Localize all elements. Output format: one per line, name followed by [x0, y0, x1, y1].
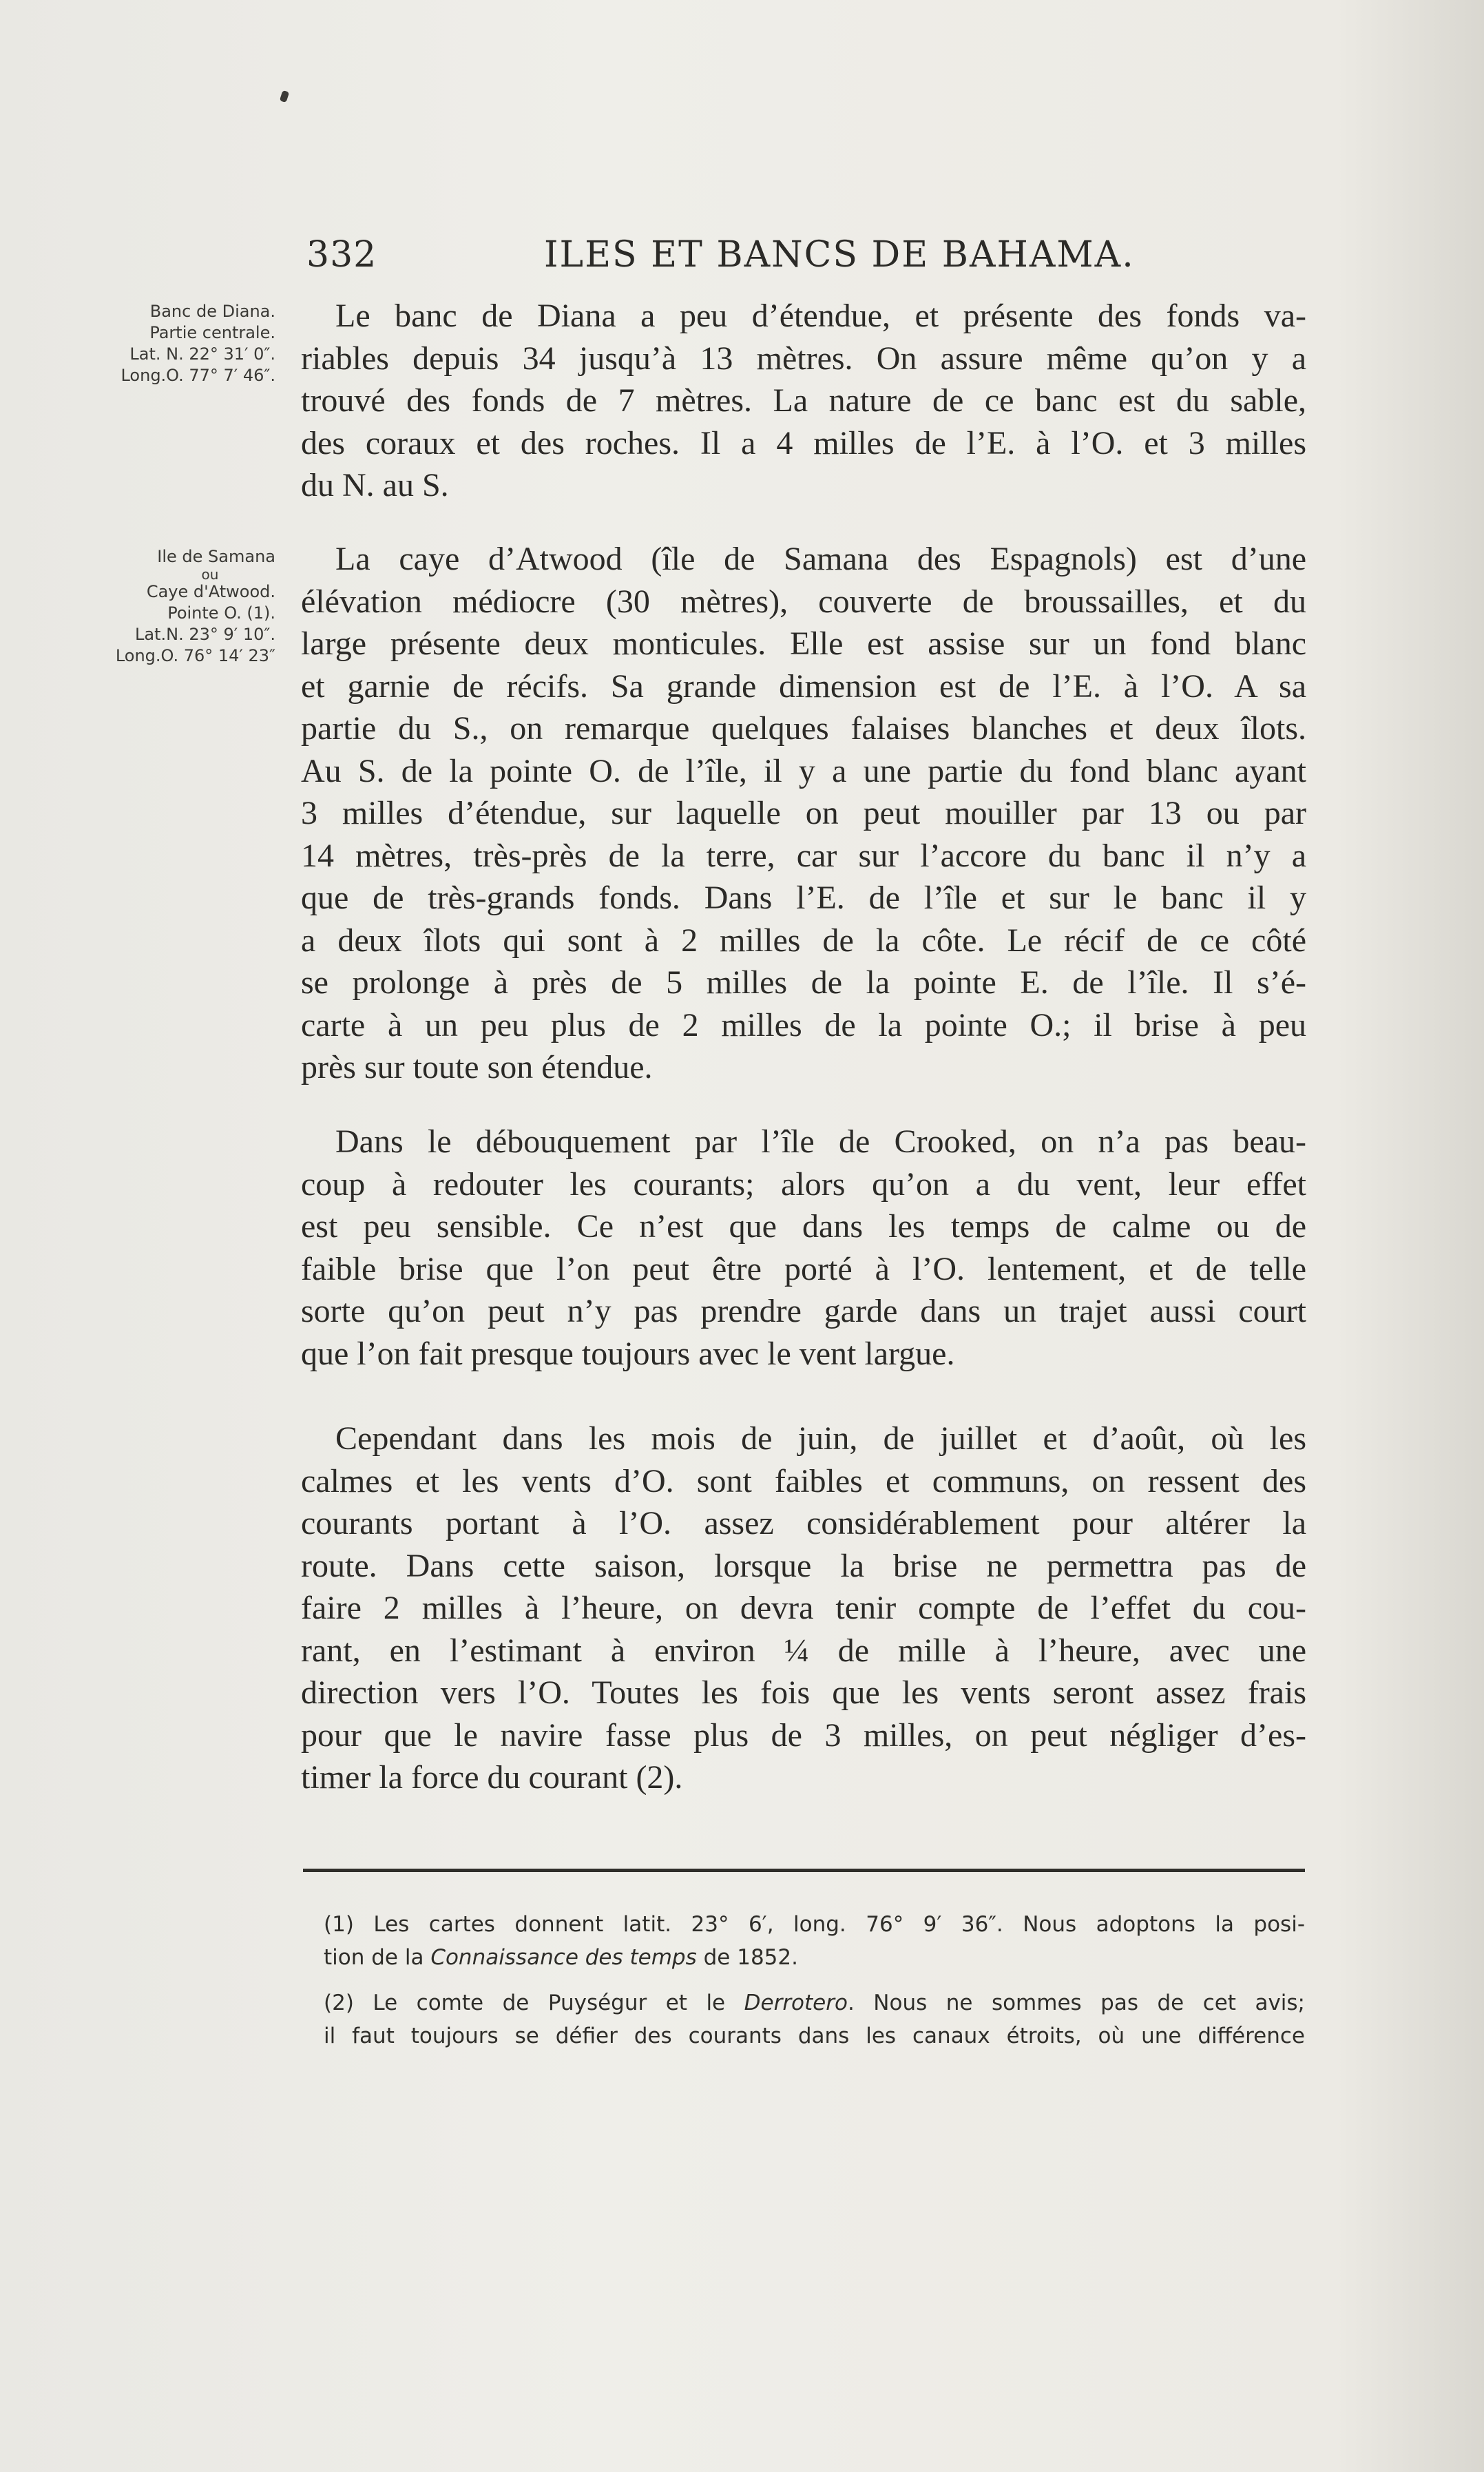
- footnote-title-italic: Connaissance des temps: [430, 1945, 697, 1970]
- text-line: Le banc de Diana a peu d’étendue, et présente des fonds va-: [335, 298, 1306, 334]
- text-line: courants portant à l’O. assez considérablement pour altérer la: [301, 1505, 1306, 1541]
- text-line: 14 mètres, très-près de la terre, car sur l’accore du banc il n’y a: [301, 837, 1306, 874]
- footnote-1-line: (1) Les cartes donnent latit. 23° 6′, long. 76° 9′ 36″. Nous adoptons la posi-: [324, 1912, 1305, 1937]
- footnote-2-line: (2) Le comte de Puységur et le Derrotero. Nous ne sommes pas de cet avis;: [324, 1991, 1305, 2015]
- text-line: sorte qu’on peut n’y pas prendre garde dans un trajet aussi court: [301, 1293, 1306, 1329]
- margin-note-line: Banc de Diana.: [149, 302, 275, 321]
- text-line: route. Dans cette saison, lorsque la brise ne permettra pas de: [301, 1547, 1306, 1584]
- text-line: faire 2 milles à l’heure, on devra tenir compte de l’effet du cou-: [301, 1590, 1306, 1626]
- text-line: calmes et les vents d’O. sont faibles et communs, on ressent des: [301, 1462, 1306, 1499]
- margin-note-line: Lat.N. 23° 9′ 10″.: [135, 625, 275, 644]
- margin-note-ile-de-samana: [69, 546, 275, 667]
- margin-note-line: Pointe O. (1).: [167, 603, 275, 623]
- paragraph-banc-de-diana: [301, 295, 1306, 507]
- margin-note-line: Lat. N. 22° 31′ 0″.: [129, 344, 275, 364]
- paragraph-debouquement: [301, 1121, 1306, 1375]
- text-line: des coraux et des roches. Il a 4 milles de l’E. à l’O. et 3 milles: [301, 424, 1306, 461]
- page-header: [0, 234, 1484, 282]
- margin-note-line: Caye d'Atwood.: [146, 582, 275, 601]
- footnotes: [324, 1908, 1305, 2053]
- text-line: que l’on fait presque toujours avec le vent largue.: [301, 1335, 955, 1372]
- text-line: partie du S., on remarque quelques falaises blanches et deux îlots.: [301, 710, 1306, 747]
- text-line: 3 milles d’étendue, sur laquelle on peut mouiller par 13 ou par: [301, 795, 1306, 831]
- text-line: riables depuis 34 jusqu’à 13 mètres. On assure même qu’on y a: [301, 340, 1306, 377]
- text-line: Dans le débouquement par l’île de Crooked, on n’a pas beau-: [335, 1123, 1306, 1160]
- footnote-2-line: il faut toujours se défier des courants dans les canaux étroits, où une différence: [324, 2024, 1305, 2048]
- paragraph-caye-atwood: [301, 538, 1306, 1089]
- footnote-1-line: tion de la Connaissance des temps de 1852.: [324, 1945, 798, 1970]
- margin-note-line: Partie centrale.: [149, 323, 275, 342]
- text-line: se prolonge à près de 5 milles de la pointe E. de l’île. Il s’é-: [301, 964, 1306, 1001]
- text-line: que de très-grands fonds. Dans l’E. de l’île et sur le banc il y: [301, 880, 1306, 916]
- text-line: Cependant dans les mois de juin, de juillet et d’août, où les: [335, 1420, 1306, 1457]
- text-line: pour que le navire fasse plus de 3 milles, on peut négliger d’es-: [301, 1716, 1306, 1754]
- footnote-title-italic: Derrotero: [744, 1991, 848, 2015]
- text-line: et garnie de récifs. Sa grande dimension est de l’E. à l’O. A sa: [301, 667, 1306, 705]
- text-line: timer la force du courant (2).: [301, 1759, 683, 1796]
- text-line: faible brise que l’on peut être porté à l’O. lentement, et de telle: [301, 1250, 1306, 1287]
- running-title: ILES ET BANCS DE BAHAMA.: [544, 234, 1135, 276]
- margin-note-line: ou: [201, 566, 219, 583]
- text-line: du N. au S.: [301, 467, 449, 503]
- margin-note-line: Long.O. 77° 7′ 46″.: [121, 366, 275, 385]
- page-number: 332: [306, 234, 377, 276]
- paragraph-cependant: [301, 1417, 1306, 1799]
- text-line: Au S. de la pointe O. de l’île, il y a une partie du fond blanc ayant: [301, 752, 1306, 789]
- margin-note-banc-de-diana: [69, 301, 275, 386]
- text-line: est peu sensible. Ce n’est que dans les temps de calme ou de: [301, 1208, 1306, 1245]
- text-line: près sur toute son étendue.: [301, 1049, 653, 1086]
- text-line: La caye d’Atwood (île de Samana des Espagnols) est d’une: [335, 541, 1306, 577]
- text-line: trouvé des fonds de 7 mètres. La nature de ce banc est du sable,: [301, 382, 1306, 419]
- text-line: rant, en l’estimant à environ ¼ de mille à l’heure, avec une: [301, 1632, 1306, 1669]
- text-line: direction vers l’O. Toutes les fois que les vents seront assez frais: [301, 1674, 1306, 1711]
- text-line: a deux îlots qui sont à 2 milles de la côte. Le récif de ce côté: [301, 922, 1306, 959]
- text-line: élévation médiocre (30 mètres), couverte de broussailles, et du: [301, 583, 1306, 620]
- footnote-divider: [303, 1869, 1305, 1872]
- text-line: large présente deux monticules. Elle est assise sur un fond blanc: [301, 625, 1306, 662]
- ink-speck: [280, 90, 289, 103]
- margin-note-line: Ile de Samana: [157, 547, 275, 566]
- text-line: coup à redouter les courants; alors qu’on a du vent, leur effet: [301, 1165, 1306, 1203]
- margin-note-line: Long.O. 76° 14′ 23″: [115, 646, 275, 665]
- text-line: carte à un peu plus de 2 milles de la pointe O.; il brise à peu: [301, 1006, 1306, 1043]
